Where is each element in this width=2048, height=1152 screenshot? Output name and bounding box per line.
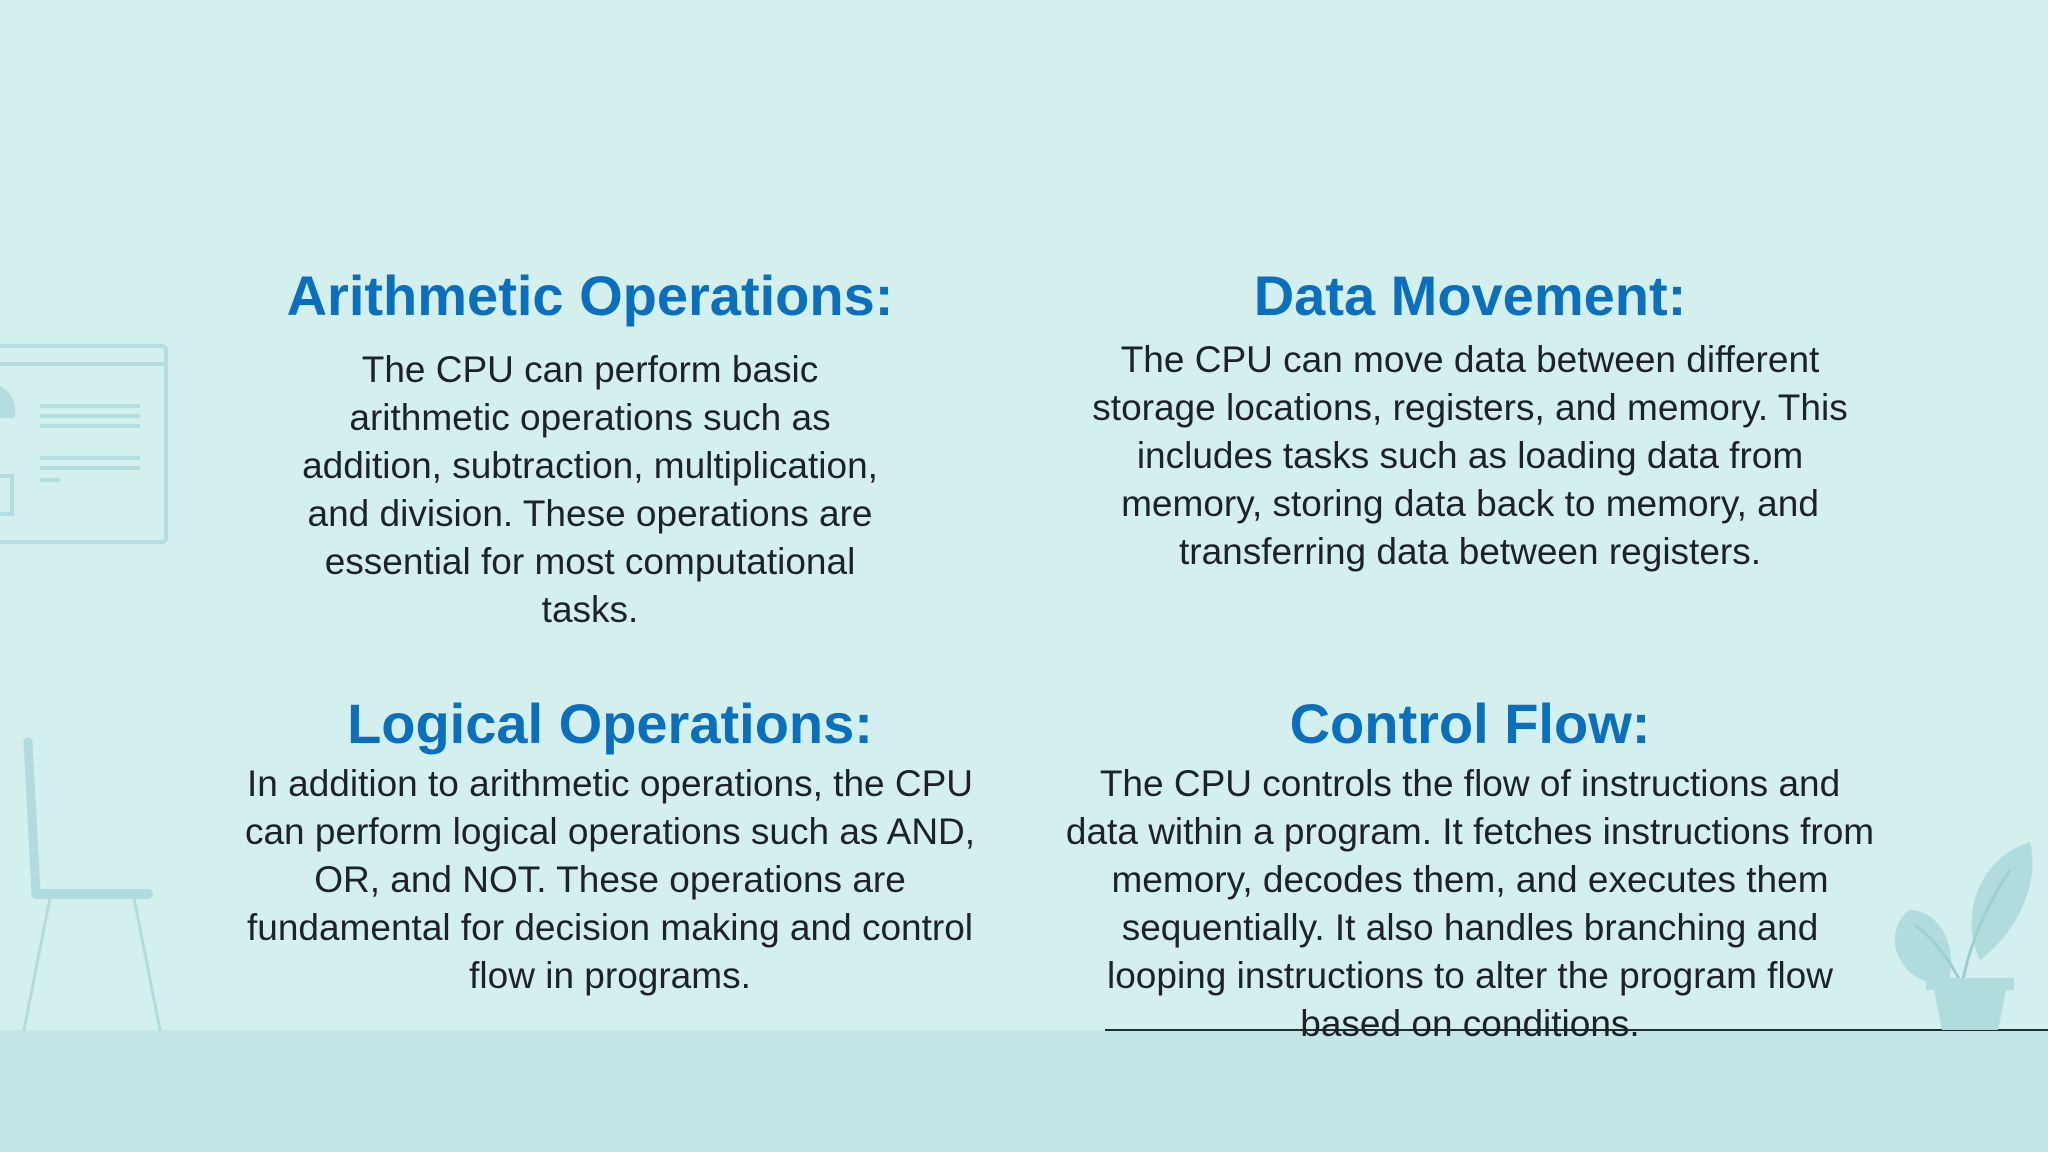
chair-illustration: [24, 742, 160, 1030]
control-flow-title: Control Flow:: [1289, 692, 1651, 755]
logical-section: [240, 692, 980, 1000]
data-movement-body: The CPU can move data between different storage locations, registers, and memory. This includes tasks such as loading data from memory, storing data back to memory, and transferring data between registers.: [1092, 339, 1848, 572]
arithmetic-section: [250, 264, 930, 634]
control-flow-body: The CPU controls the flow of instructions and data within a program. It fetches instructions from memory, decodes them, and executes them sequentially. It also handles branching and looping instructions to alter the program flow based on conditions.: [1065, 763, 1875, 1044]
data-movement-section: [1080, 264, 1860, 576]
data-movement-title: Data Movement:: [1253, 264, 1687, 327]
logical-body: In addition to arithmetic operations, the CPU can perform logical operations such as AND, OR, and NOT. These operations are fundamental for decision making and control flow in programs.: [244, 763, 976, 996]
control-flow-section: [1060, 692, 1880, 1048]
arithmetic-body: The CPU can perform basic arithmetic operations such as addition, subtraction, multiplication, and division. These operations are essential for most computational tasks.: [302, 349, 878, 630]
whiteboard-illustration: [0, 346, 166, 542]
logical-title: Logical Operations:: [347, 692, 873, 755]
potted-plant-illustration: [1895, 842, 2033, 1030]
arithmetic-title: Arithmetic Operations:: [286, 264, 894, 327]
